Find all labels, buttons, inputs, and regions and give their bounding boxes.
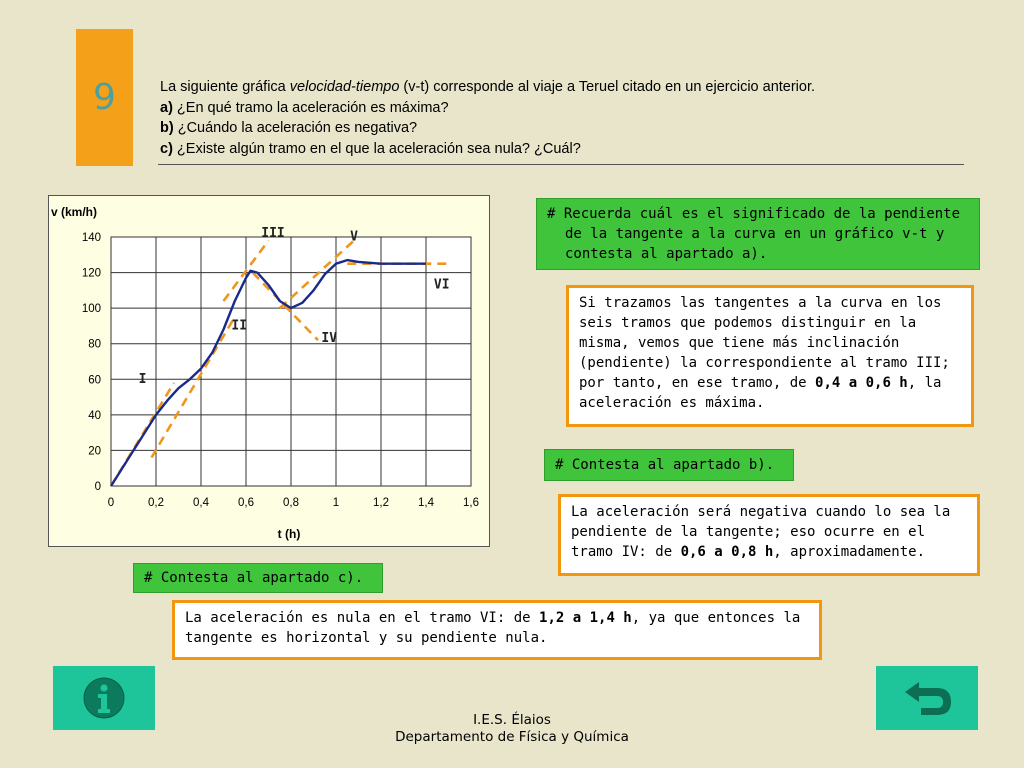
segment-label: II <box>231 318 248 334</box>
answer-c-box <box>172 600 822 660</box>
x-tick-label: 1 <box>332 497 340 509</box>
segment-label: I <box>138 371 147 387</box>
intro-prefix: La siguiente gráfica <box>160 79 290 95</box>
intro-suffix: (v-t) corresponde al viaje a Teruel citado en un ejercicio anterior. <box>399 79 816 95</box>
answer-c-bold: 1,2 a 1,4 h <box>539 610 632 626</box>
question-a <box>160 98 960 119</box>
question-intro <box>160 77 960 98</box>
question-c <box>160 139 960 160</box>
answer-a-pre: Si trazamos las tangentes a la curva en los seis tramos que podemos distinguir en la misma, vemos que tiene más inclinación (pendiente) la correspondiente al tramo III; por tanto, en ese tramo, de <box>579 295 950 391</box>
segment-label: V <box>350 229 358 245</box>
hint-b-box <box>544 449 794 481</box>
x-tick-label: 0,2 <box>148 497 164 509</box>
answer-c-text <box>175 603 819 653</box>
segment-label: VI <box>433 277 450 293</box>
segment-label: III <box>261 226 285 241</box>
x-tick-label: 1,6 <box>463 497 479 509</box>
info-icon <box>82 676 126 720</box>
slide-number-box <box>76 29 133 166</box>
intro-italic: velocidad-tiempo <box>289 79 400 95</box>
hint-a-box <box>536 198 980 270</box>
question-a-text: ¿En qué tramo la aceleración es máxima? <box>172 99 449 116</box>
hint-c-box <box>133 563 383 593</box>
x-tick-label: 0,6 <box>238 497 254 509</box>
answer-b-box <box>558 494 980 576</box>
question-c-text: ¿Existe algún tramo en el que la aceleración sea nula? ¿Cuál? <box>172 140 581 157</box>
hint-c-text: # Contesta al apartado c). <box>144 570 364 586</box>
y-tick-label: 20 <box>88 445 101 458</box>
answer-b-pre: La aceleración será negativa cuando lo sea la pendiente de la tangente; eso ocurre en el tramo IV: de <box>571 504 951 560</box>
chart-svg <box>49 196 489 546</box>
back-button[interactable] <box>876 666 978 730</box>
question-b <box>160 118 960 139</box>
x-tick-label: 0,4 <box>193 497 209 509</box>
x-tick-label: 1,4 <box>418 497 434 509</box>
x-axis-label: t (h) <box>277 527 301 541</box>
question-b-label: b) <box>160 120 174 136</box>
y-tick-label: 100 <box>81 303 101 316</box>
hint-b-text: # Contesta al apartado b). <box>555 457 775 473</box>
answer-a-text <box>569 288 971 418</box>
velocity-time-chart <box>48 195 490 547</box>
answer-b-post: , aproximadamente. <box>773 544 926 560</box>
hint-a-text: # Recuerda cuál es el significado de la pendiente de la tangente a la curva en un gráfico v-t y contesta al apartado a). <box>547 206 961 262</box>
answer-a-bold: 0,4 a 0,6 h <box>815 375 908 391</box>
question-a-label: a) <box>160 99 173 116</box>
x-tick-label: 0,8 <box>283 497 299 509</box>
grid-layer <box>111 237 471 486</box>
y-tick-label: 0 <box>94 481 101 493</box>
question-block <box>160 77 960 159</box>
question-b-text: ¿Cuándo la aceleración es negativa? <box>173 120 418 136</box>
y-tick-label: 80 <box>88 338 101 351</box>
y-tick-label: 120 <box>81 267 101 280</box>
x-tick-label: 1,2 <box>373 497 389 509</box>
footer-school: I.E.S. Élaios <box>473 712 551 728</box>
divider-line <box>158 164 964 165</box>
y-tick-label: 140 <box>81 232 101 244</box>
info-button[interactable] <box>53 666 155 730</box>
y-tick-label: 60 <box>88 374 101 387</box>
answer-b-bold: 0,6 a 0,8 h <box>680 544 774 560</box>
x-tick-label: 0 <box>107 497 115 509</box>
answer-a-box <box>566 285 974 427</box>
footer-department: Departamento de Física y Química <box>395 729 629 745</box>
footer <box>340 712 684 746</box>
y-tick-label: 40 <box>88 409 101 422</box>
answer-b-text <box>561 497 977 567</box>
segment-label: IV <box>321 330 338 346</box>
answer-c-pre: La aceleración es nula en el tramo VI: de <box>185 610 540 626</box>
answer-a-post: , la aceleración es máxima. <box>579 375 942 411</box>
y-axis-label: v (km/h) <box>51 205 98 219</box>
slide-number: 9 <box>93 77 116 118</box>
question-c-label: c) <box>160 140 173 157</box>
answer-c-post: , ya que entonces la tangente es horizontal y su pendiente nula. <box>185 610 801 646</box>
return-arrow-icon <box>899 676 955 720</box>
